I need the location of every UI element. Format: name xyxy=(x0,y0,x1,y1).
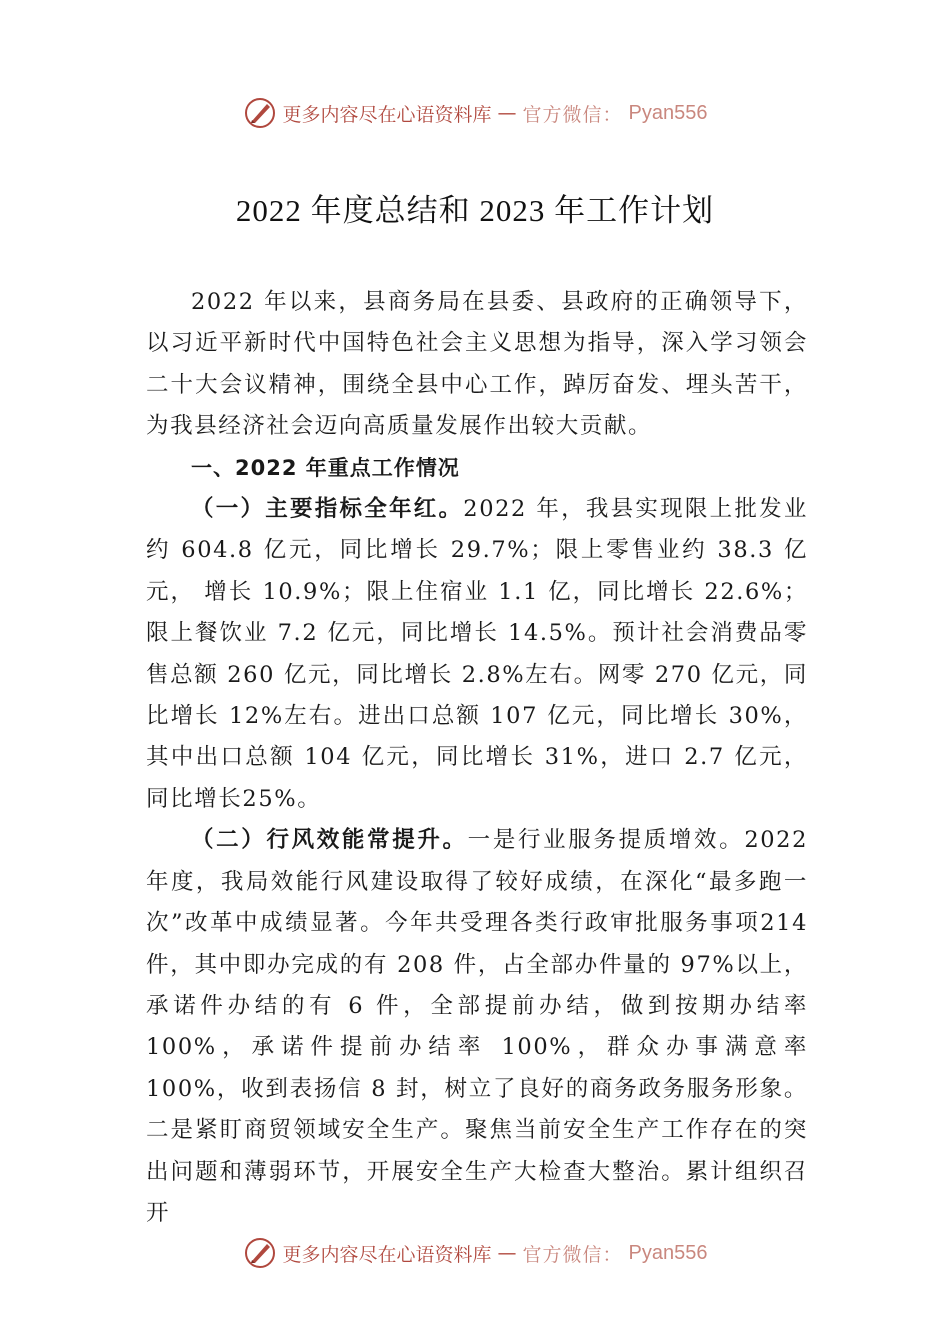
quill-seal-icon xyxy=(243,96,277,130)
subsection-1-paragraph xyxy=(146,489,808,820)
watermark-dash: — xyxy=(497,1242,517,1264)
watermark-handle: Pyan556 xyxy=(628,101,708,124)
watermark-main-text: 更多内容尽在心语资料库 xyxy=(282,103,492,126)
watermark-contact-label: 官方微信： xyxy=(522,1243,623,1266)
subsection-1-heading: （一）主要指标全年红。 xyxy=(191,496,464,523)
watermark-main-text: 更多内容尽在心语资料库 xyxy=(282,1243,492,1266)
watermark-handle: Pyan556 xyxy=(628,1241,708,1264)
subsection-2-body: 一是行业服务提质增效。2022 年度，我局效能行风建设取得了较好成绩，在深化“最多跑一次”改革中成绩显著。今年共受理各类行政审批服务事项214 件，其中即办完成的有 208 件，占全部办件量的 97%以上，承诺件办结的有 6 件，全部提前办结，做到按期办结率100%，承诺件提前办结率 100%，群众办事满意率 100%，收到表扬信 8 封，树立了良好的商务政务服务形象。二是紧盯商贸领域安全生产。聚焦当前安全生产工作存在的突出问题和薄弱环节，开展安全生产大检查大整治。累计组织召开 xyxy=(146,827,808,1226)
section-heading xyxy=(146,448,808,489)
watermark-header xyxy=(0,96,950,130)
watermark-contact-label: 官方微信： xyxy=(522,103,623,126)
quill-seal-icon xyxy=(243,1236,277,1270)
watermark-footer xyxy=(0,1236,950,1270)
document-body xyxy=(146,282,808,1234)
watermark-dash: — xyxy=(497,102,517,124)
intro-paragraph: 2022 年以来，县商务局在县委、县政府的正确领导下，以习近平新时代中国特色社会主义思想为指导，深入学习领会二十大会议精神，围绕全县中心工作，踔厉奋发、埋头苦干，为我县经济社会迈向高质量发展作出较大贡献。 xyxy=(146,289,808,440)
subsection-1-body: 2022 年，我县实现限上批发业约 604.8 亿元，同比增长 29.7%；限上零售业约 38.3 亿元， 增长 10.9%；限上住宿业 1.1 亿，同比增长 22.6%；限上餐饮业 7.2 亿元，同比增长 14.5%。预计社会消费品零售总额 260 亿元，同比增长 2.8%左右。网零 270 亿元，同比增长 12%左右。进出口总额 107 亿元，同比增长 30%，其中出口总额 104 亿元，同比增长 31%，进口 2.7 亿元，同比增长25%。 xyxy=(146,496,808,812)
document-title: 2022 年度总结和 2023 年工作计划 xyxy=(235,193,715,228)
subsection-2-heading: （二）行风效能常提升。 xyxy=(191,827,468,854)
subsection-2-paragraph xyxy=(146,820,808,1234)
section-heading-text: 一、2022 年重点工作情况 xyxy=(191,455,460,480)
